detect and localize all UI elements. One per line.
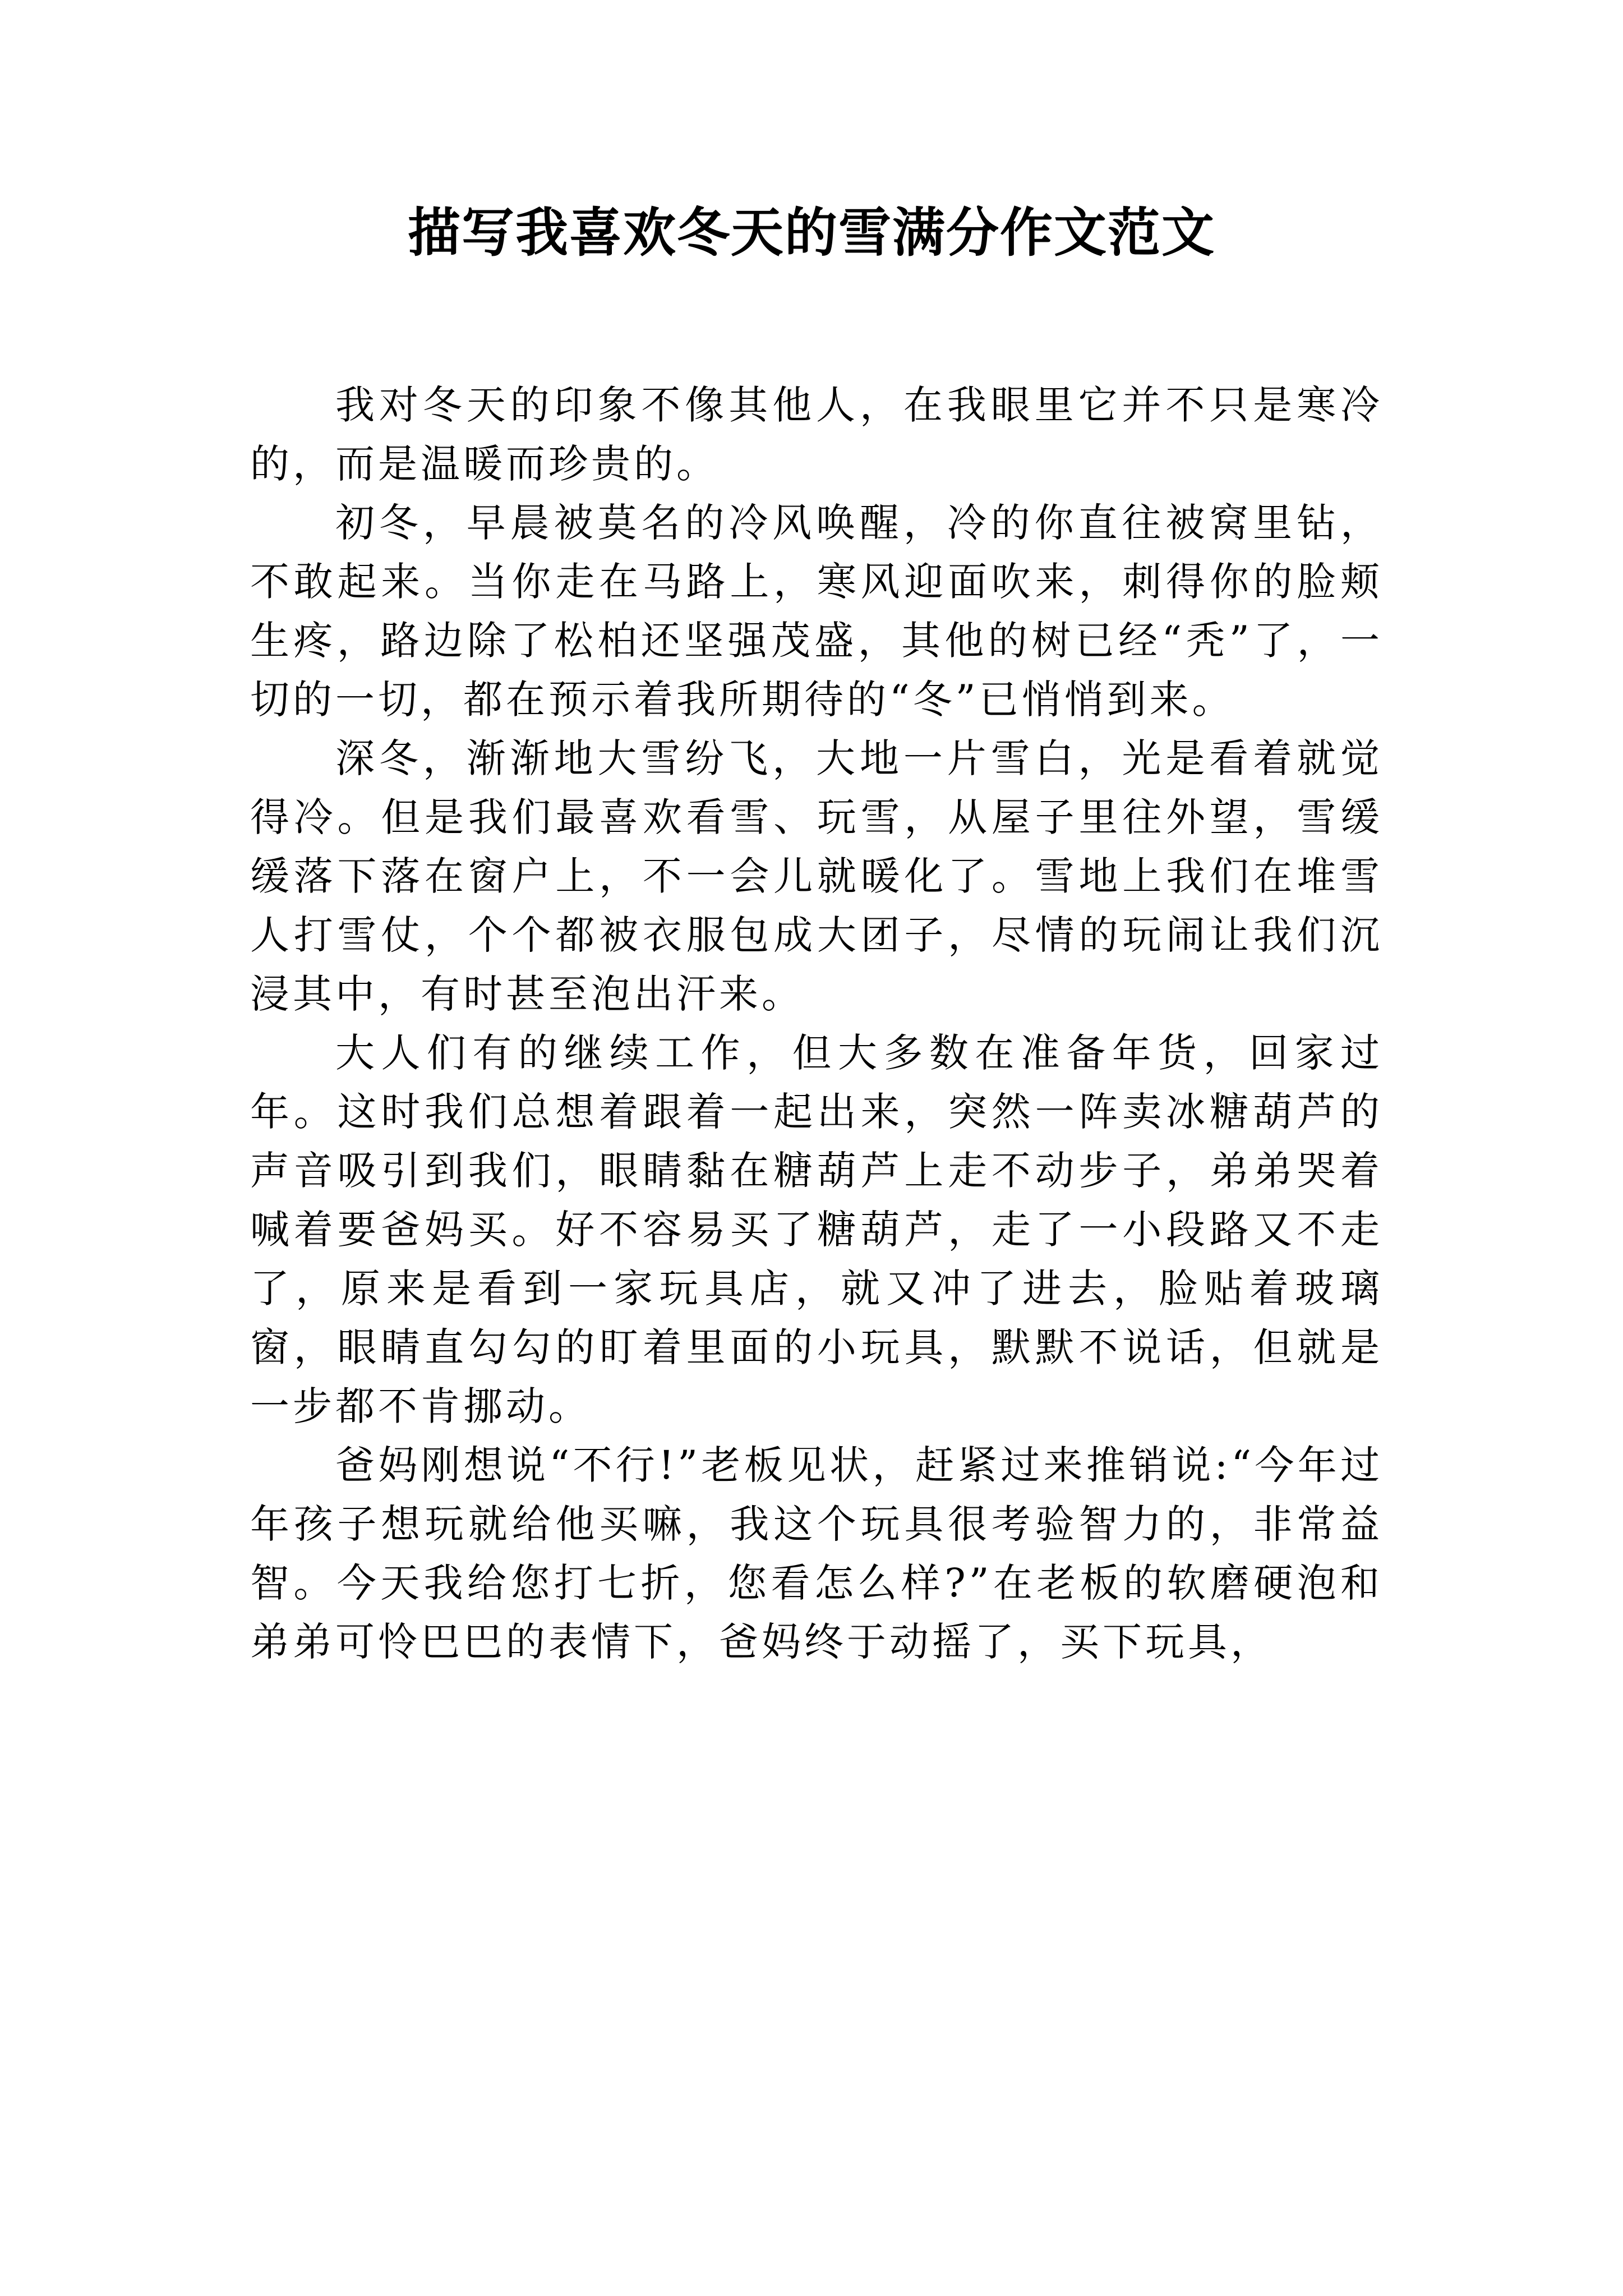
document-body	[250, 376, 1383, 1672]
paragraph-2: 初冬，早晨被莫名的冷风唤醒，冷的你直往被窝里钻，不敢起来。当你走在马路上，寒风迎面吹来，刺得你的脸颊生疼，路边除了松柏还坚强茂盛，其他的树已经“秃”了，一切的一切，都在预示着我所期待的“冬”已悄悄到来。	[250, 500, 1383, 723]
paragraph-5: 爸妈刚想说“不行!”老板见状，赶紧过来推销说:“今年过年孩子想玩就给他买嘛，我这个玩具很考验智力的，非常益智。今天我给您打七折，您看怎么样?”在老板的软磨硬泡和弟弟可怜巴巴的表情下，爸妈终于动摇了，买下玩具，	[250, 1442, 1383, 1665]
document-title: 描写我喜欢冬天的雪满分作文范文	[407, 202, 1215, 264]
paragraph-4: 大人们有的继续工作，但大多数在准备年货，回家过年。这时我们总想着跟着一起出来，突然一阵卖冰糖葫芦的声音吸引到我们，眼睛黏在糖葫芦上走不动步子，弟弟哭着喊着要爸妈买。好不容易买了糖葫芦，走了一小段路又不走了，原来是看到一家玩具店，就又冲了进去，脸贴着玻璃窗，眼睛直勾勾的盯着里面的小玩具，默默不说话，但就是一步都不肯挪动。	[250, 1030, 1383, 1429]
paragraph-3: 深冬，渐渐地大雪纷飞，大地一片雪白，光是看着就觉得冷。但是我们最喜欢看雪、玩雪，从屋子里往外望，雪缓缓落下落在窗户上，不一会儿就暖化了。雪地上我们在堆雪人打雪仗，个个都被衣服包成大团子，尽情的玩闹让我们沉浸其中，有时甚至泡出汗来。	[250, 735, 1383, 1017]
paragraph-1: 我对冬天的印象不像其他人，在我眼里它并不只是寒冷的，而是温暖而珍贵的。	[250, 382, 1383, 487]
